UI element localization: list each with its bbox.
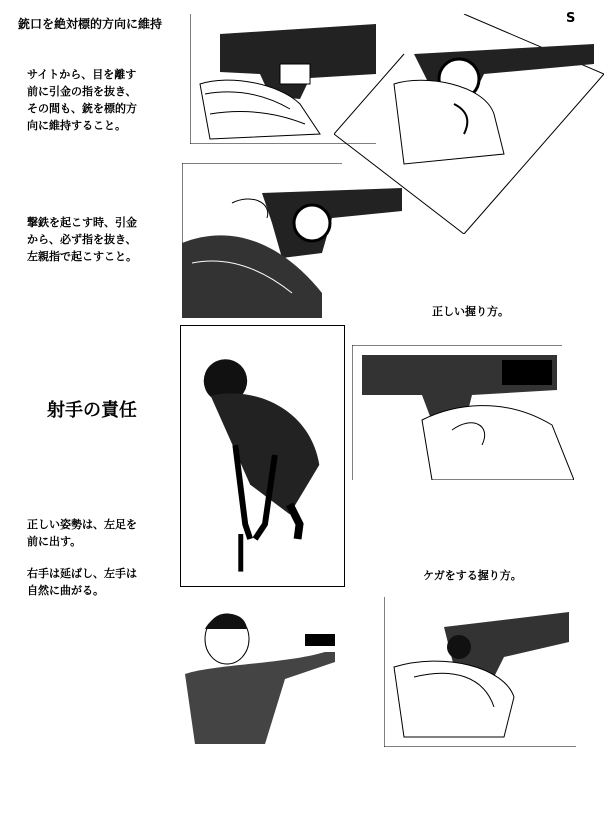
heading-top: 銃口を絶対標的方向に維持 [18,17,163,31]
revolver-cocking-illustration [182,163,402,318]
shooter-aiming-illustration [185,604,345,749]
photo-pistol-injury-grip [384,597,576,747]
note-stance: 正しい姿勢は、左足を 前に出す。 [27,518,137,548]
corner-mark: S [566,11,576,26]
photo-pistol-correct-grip [352,345,574,480]
note-hammer: 撃鉄を起こす時、引金 から、必ず指を抜き、 左親指で起こすこと。 [27,216,137,263]
pistol-correct-grip-illustration [352,345,574,480]
section-title: 射手の責任 [47,400,137,421]
note-arms: 右手は延ばし、左手は 自然に曲がる。 [27,567,137,597]
photo-shooter-stance [180,325,345,587]
photo-revolver-cocking [182,163,402,318]
shooter-stance-illustration [181,326,344,586]
pistol-injury-grip-illustration [384,597,576,747]
photo-shooter-aiming [185,604,345,749]
note-sight: サイトから、目を離す 前に引金の指を抜き、 その間も、銃を標的方 向に維持すること。 [27,68,137,132]
caption-injury-grip: ケガをする握り方。 [423,569,522,582]
caption-correct-grip: 正しい握り方。 [432,305,509,318]
